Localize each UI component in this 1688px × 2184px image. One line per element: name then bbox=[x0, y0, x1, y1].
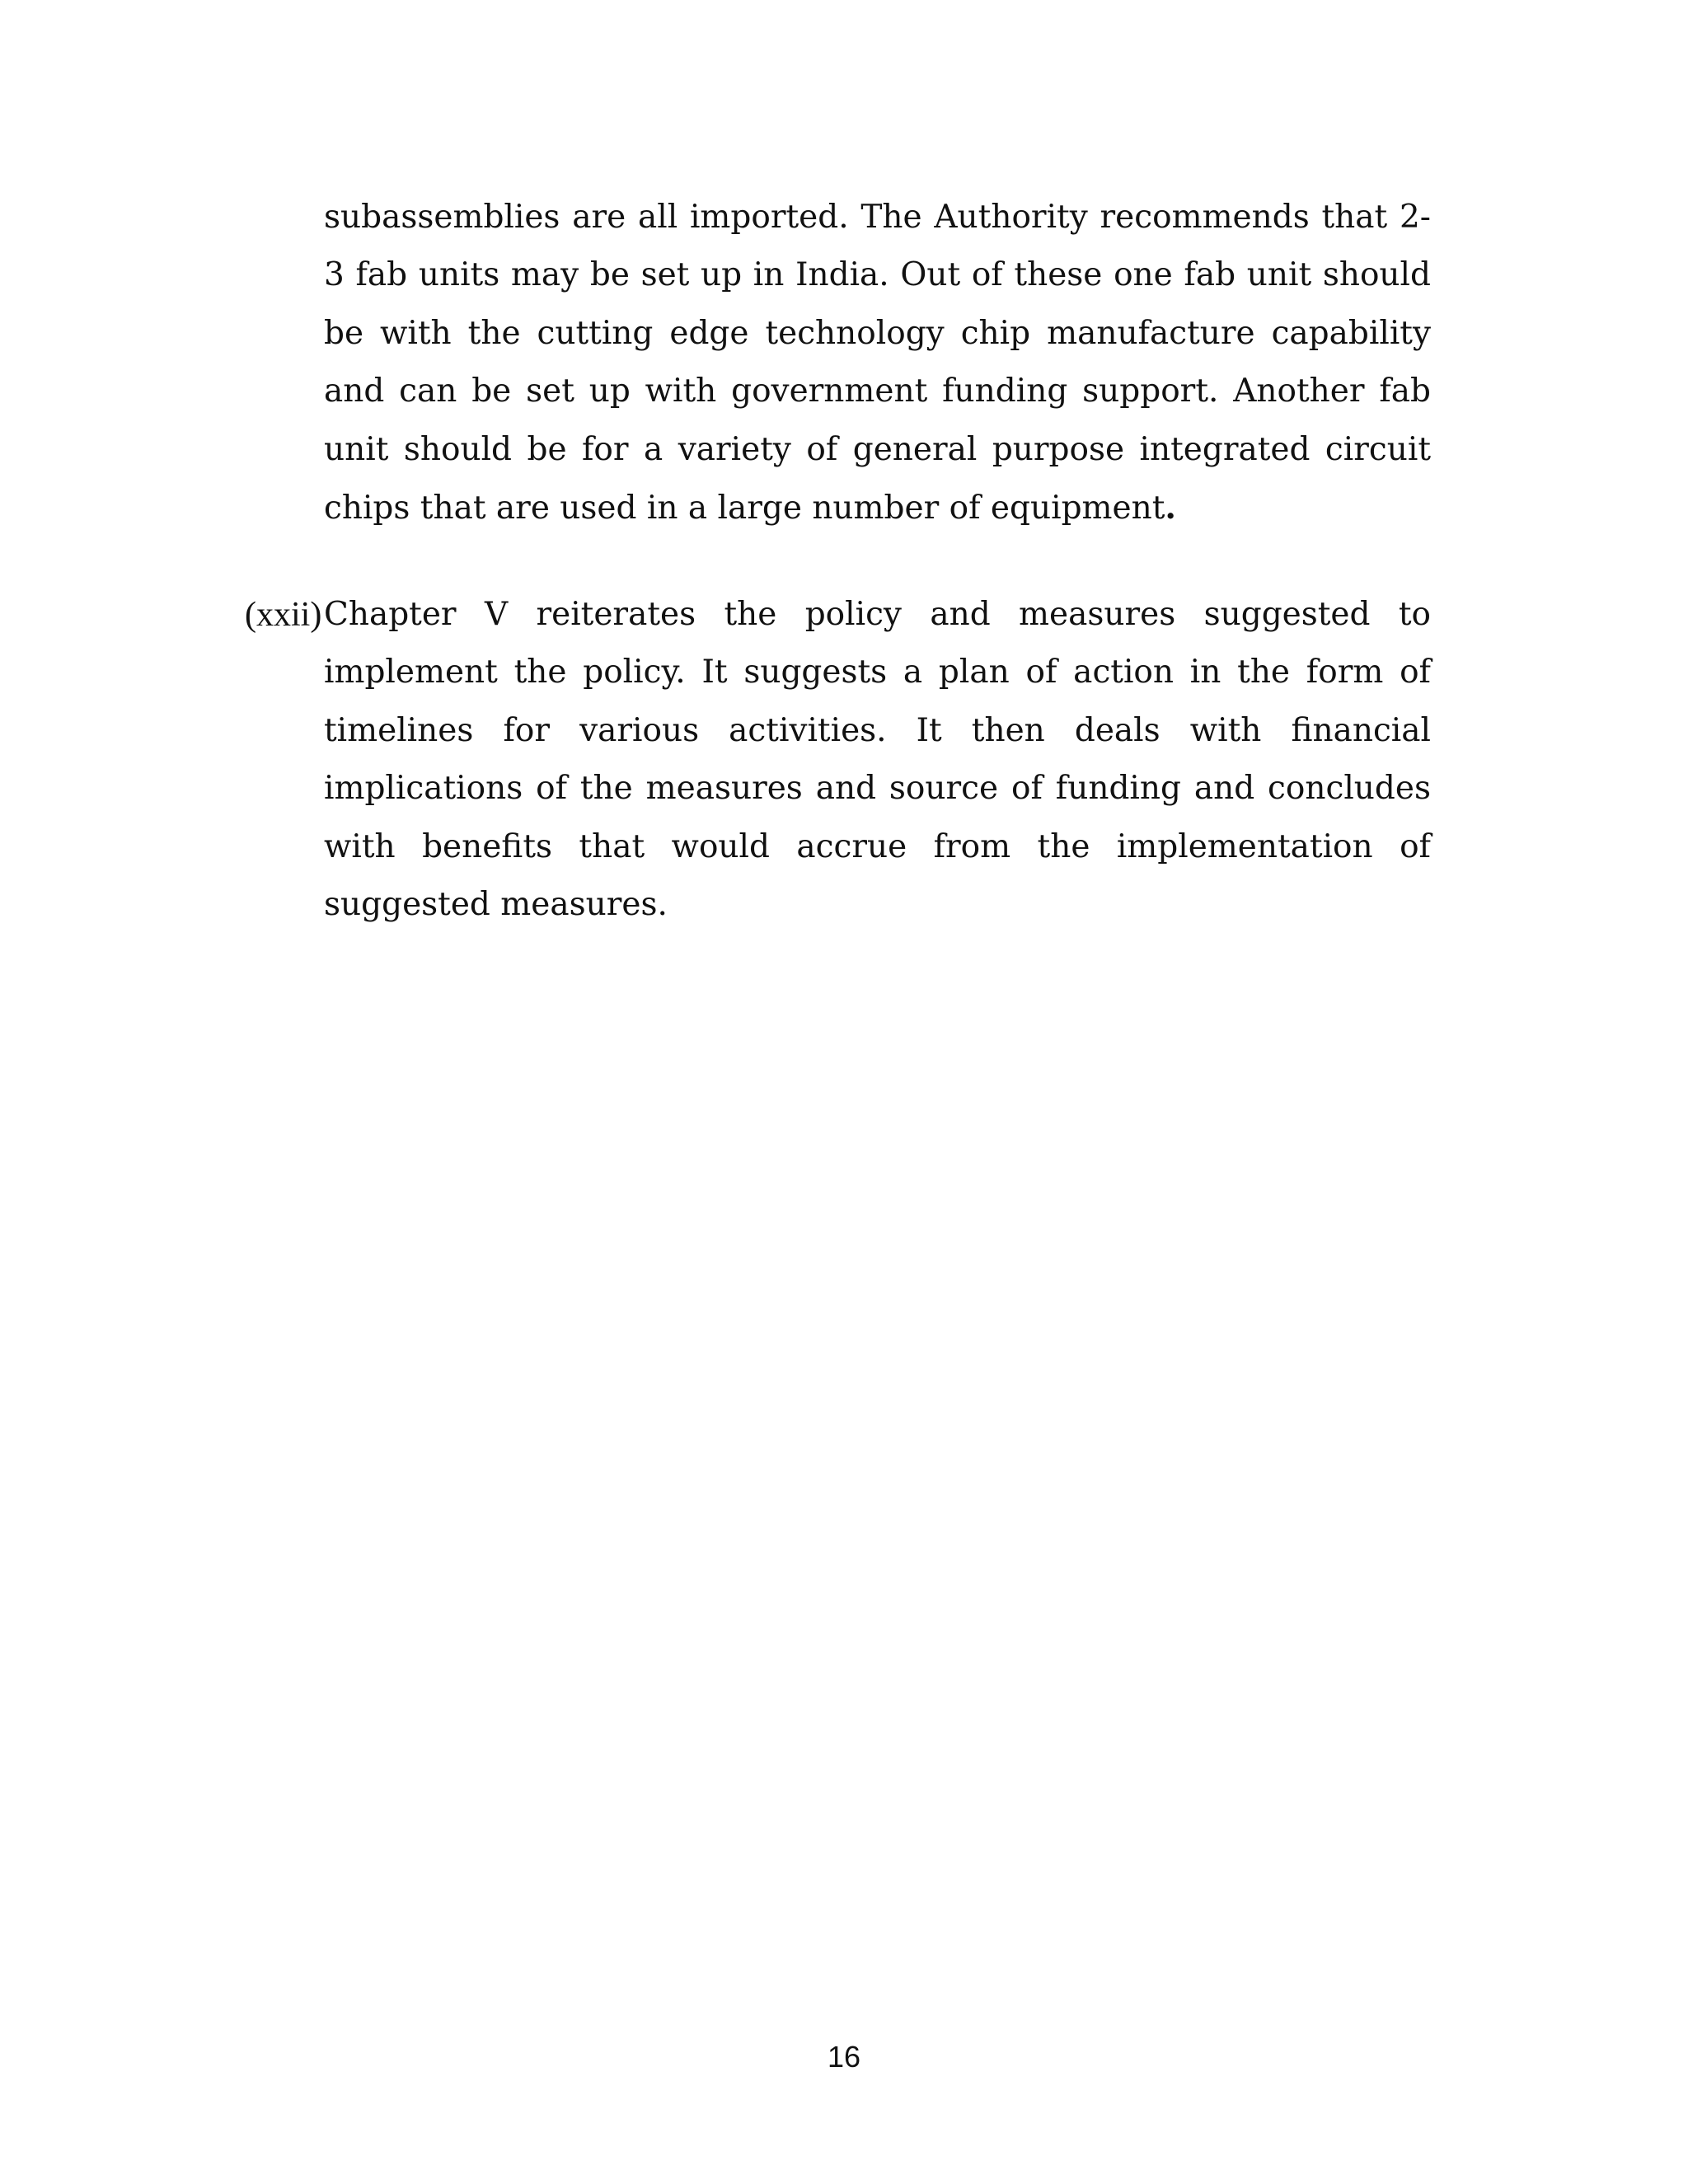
continuation-paragraph-text: subassemblies are all imported. The Authority recommends that 2-3 fab units may be set up in India. Out of these one fab unit should be with the cutting edge technology chip manufacture capability and can be set up with government funding support. Another fab unit should be for a variety of general purpose integrated circuit chips that are used in a large number of equipment bbox=[324, 199, 1431, 527]
list-item-xxii bbox=[245, 586, 1431, 934]
list-item-label: (xxii) bbox=[245, 596, 322, 634]
continuation-paragraph-end-mark: . bbox=[1165, 489, 1176, 527]
page-number: 16 bbox=[827, 2040, 861, 2074]
continuation-paragraph bbox=[324, 189, 1431, 537]
list-item-text: Chapter V reiterates the policy and measures suggested to implement the policy. It suggests a plan of action in the form of timelines for various activities. It then deals with financial implications of the measures and source of funding and concludes with benefits that would accrue from the implementation of suggested measures. bbox=[324, 596, 1431, 924]
